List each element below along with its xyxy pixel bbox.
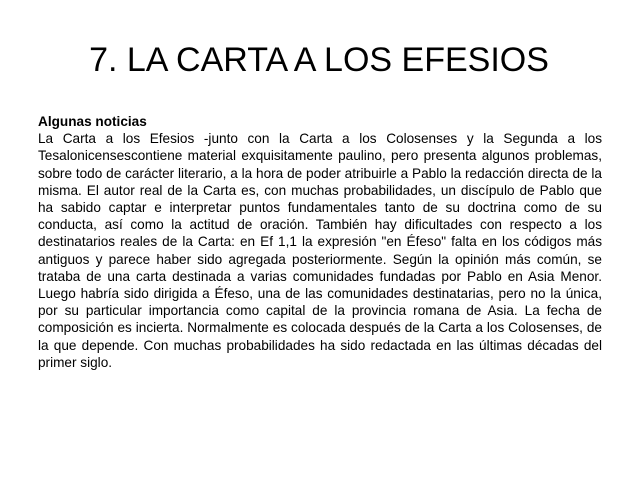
- body-paragraph: La Carta a los Efesios -junto con la Carta a los Colosenses y la Segunda a los Tesalonicensescontiene material exquisitamente paulino, pero presenta algunos problemas, sobre todo de carácter literario, a la hora de poder atribuirle a Pablo la redacción directa de la misma. El autor real de la Carta es, con muchas probabilidades, un discípulo de Pablo que ha sabido captar e interpretar puntos fundamentales tanto de su doctrina como de su conducta, así como la actitud de oración. También hay dificultades con respecto a los destinatarios reales de la Carta: en Ef 1,1 la expresión "en Éfeso" falta en los códigos más antiguos y parece haber sido agregada posteriormente. Según la opinión más común, se trataba de una carta destinada a varias comunidades fundadas por Pablo en Asia Menor. Luego habría sido dirigida a Éfeso, una de las comunidades destinatarias, pero no la única, por su particular importancia como capital de la provincia romana de Asia. La fecha de composición es incierta. Normalmente es colocada después de la Carta a los Colosenses, de la que depende. Con muchas probabilidades ha sido redactada en las últimas décadas del primer siglo.: [38, 131, 602, 370]
- slide-content: [38, 113, 602, 371]
- section-subheading: Algunas noticias: [38, 114, 147, 129]
- slide-title: 7. LA CARTA A LOS EFESIOS: [89, 41, 549, 79]
